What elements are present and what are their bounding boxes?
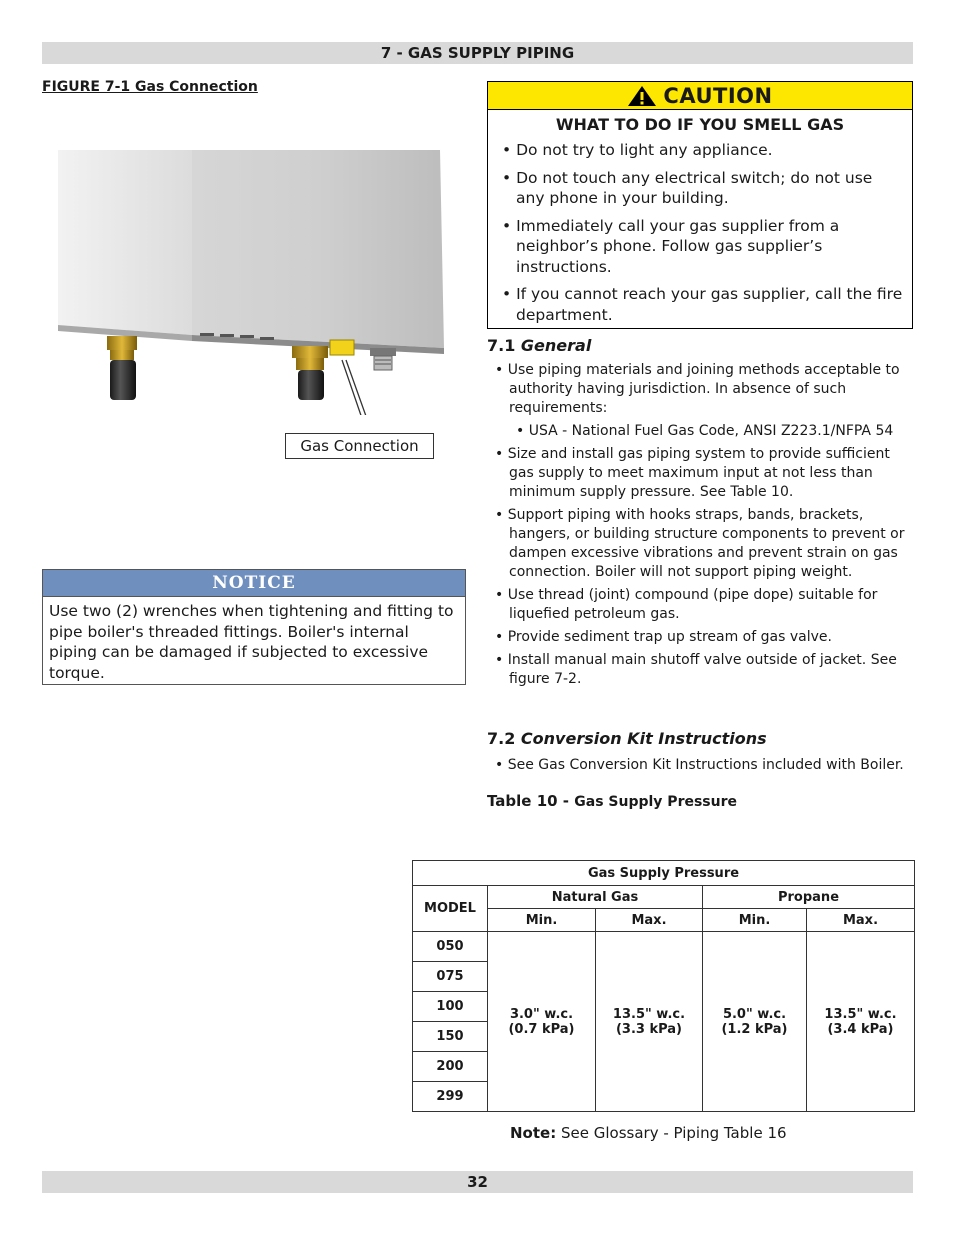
model-cell: 100 xyxy=(413,992,488,1022)
gas-supply-table xyxy=(412,860,915,1112)
caution-subtitle: WHAT TO DO IF YOU SMELL GAS xyxy=(555,115,845,134)
caution-item: • Do not try to light any appliance. xyxy=(502,141,773,159)
table-label: Table 10 - xyxy=(487,792,570,810)
lp-min-header: Min. xyxy=(703,909,807,932)
list-item: • Size and install gas piping system to provide sufficient gas supply to meet maximum input at not less than minimum supply pressure. See Table 10. xyxy=(495,446,890,500)
gas-connection-label: Gas Connection xyxy=(285,433,434,459)
note-label: Note: xyxy=(510,1124,557,1142)
lp-max-header: Max. xyxy=(807,909,915,932)
section-7-2-heading xyxy=(487,729,767,748)
caution-header xyxy=(488,82,912,110)
ng-min-header: Min. xyxy=(488,909,596,932)
model-cell: 200 xyxy=(413,1052,488,1082)
section-title: Conversion Kit Instructions xyxy=(520,729,767,748)
ng-min-cell xyxy=(488,932,596,1112)
table-caption-text: Gas Supply Pressure xyxy=(574,794,737,810)
notice-text: Use two (2) wrenches when tightening and fitting to pipe boiler's threaded fittings. Boiler's internal piping can be damaged if subjected to excessive torque. xyxy=(49,602,454,682)
value-line: (3.3 kPa) xyxy=(615,1021,683,1037)
section-number: 7.1 xyxy=(487,336,516,355)
section-header: 7 - GAS SUPPLY PIPING xyxy=(42,42,913,64)
lp-max-cell xyxy=(807,932,915,1112)
figure-caption: FIGURE 7-1 Gas Connection xyxy=(42,79,258,95)
value-line: (3.4 kPa) xyxy=(827,1021,894,1037)
caution-item: • Do not touch any electrical switch; do not use any phone in your building. xyxy=(502,168,873,207)
model-cell: 299 xyxy=(413,1082,488,1112)
section-title: General xyxy=(520,336,592,355)
section-7-1-heading xyxy=(487,336,591,355)
model-cell: 075 xyxy=(413,962,488,992)
value-line: 5.0" w.c. xyxy=(722,1006,787,1022)
model-cell: 050 xyxy=(413,932,488,962)
caution-label: CAUTION xyxy=(663,83,773,108)
value-line: 13.5" w.c. xyxy=(612,1006,686,1022)
section-7-1-list xyxy=(495,361,911,693)
caution-item: • Immediately call your gas supplier from a neighbor’s phone. Follow gas supplier’s instructions. xyxy=(502,216,840,276)
propane-header: Propane xyxy=(703,886,915,909)
table-note xyxy=(510,1124,787,1142)
list-item: • Provide sediment trap up stream of gas valve. xyxy=(495,629,832,645)
list-item: • See Gas Conversion Kit Instructions included with Boiler. xyxy=(495,757,904,773)
warning-icon xyxy=(627,85,657,107)
value-line: (0.7 kPa) xyxy=(508,1021,575,1037)
lp-min-cell xyxy=(703,932,807,1112)
ng-max-cell xyxy=(596,932,703,1112)
value-line: 13.5" w.c. xyxy=(824,1006,897,1022)
table-title: Gas Supply Pressure xyxy=(413,861,915,886)
notice-box xyxy=(42,569,466,685)
list-item: • Support piping with hooks straps, bands, brackets, hangers, or building structure components to prevent or dampen excessive vibrations and prevent strain on gas connection. Boiler will not support piping weight. xyxy=(495,507,905,580)
model-cell: 150 xyxy=(413,1022,488,1052)
section-7-2-list xyxy=(495,756,915,779)
ng-max-header: Max. xyxy=(596,909,703,932)
value-line: (1.2 kPa) xyxy=(721,1021,788,1037)
page-number: 32 xyxy=(42,1171,913,1193)
caution-list xyxy=(488,140,912,325)
section-number: 7.2 xyxy=(487,729,516,748)
list-item: • Use thread (joint) compound (pipe dope) suitable for liquefied petroleum gas. xyxy=(495,587,878,622)
boiler-illustration xyxy=(52,140,462,415)
notice-header: NOTICE xyxy=(43,570,465,597)
natural-gas-header: Natural Gas xyxy=(488,886,703,909)
note-text: See Glossary - Piping Table 16 xyxy=(560,1124,787,1142)
list-item: • Install manual main shutoff valve outside of jacket. See figure 7-2. xyxy=(495,652,897,687)
caution-box xyxy=(487,81,913,329)
table-caption xyxy=(487,792,737,810)
caution-item: • If you cannot reach your gas supplier, call the fire department. xyxy=(502,285,903,324)
list-item: • Use piping materials and joining methods acceptable to authority having jurisdiction. In absence of such requirements: xyxy=(495,362,900,416)
value-line: 3.0" w.c. xyxy=(509,1006,574,1022)
list-item: • USA - National Fuel Gas Code, ANSI Z223.1/NFPA 54 xyxy=(516,423,894,439)
model-header: MODEL xyxy=(413,886,488,932)
